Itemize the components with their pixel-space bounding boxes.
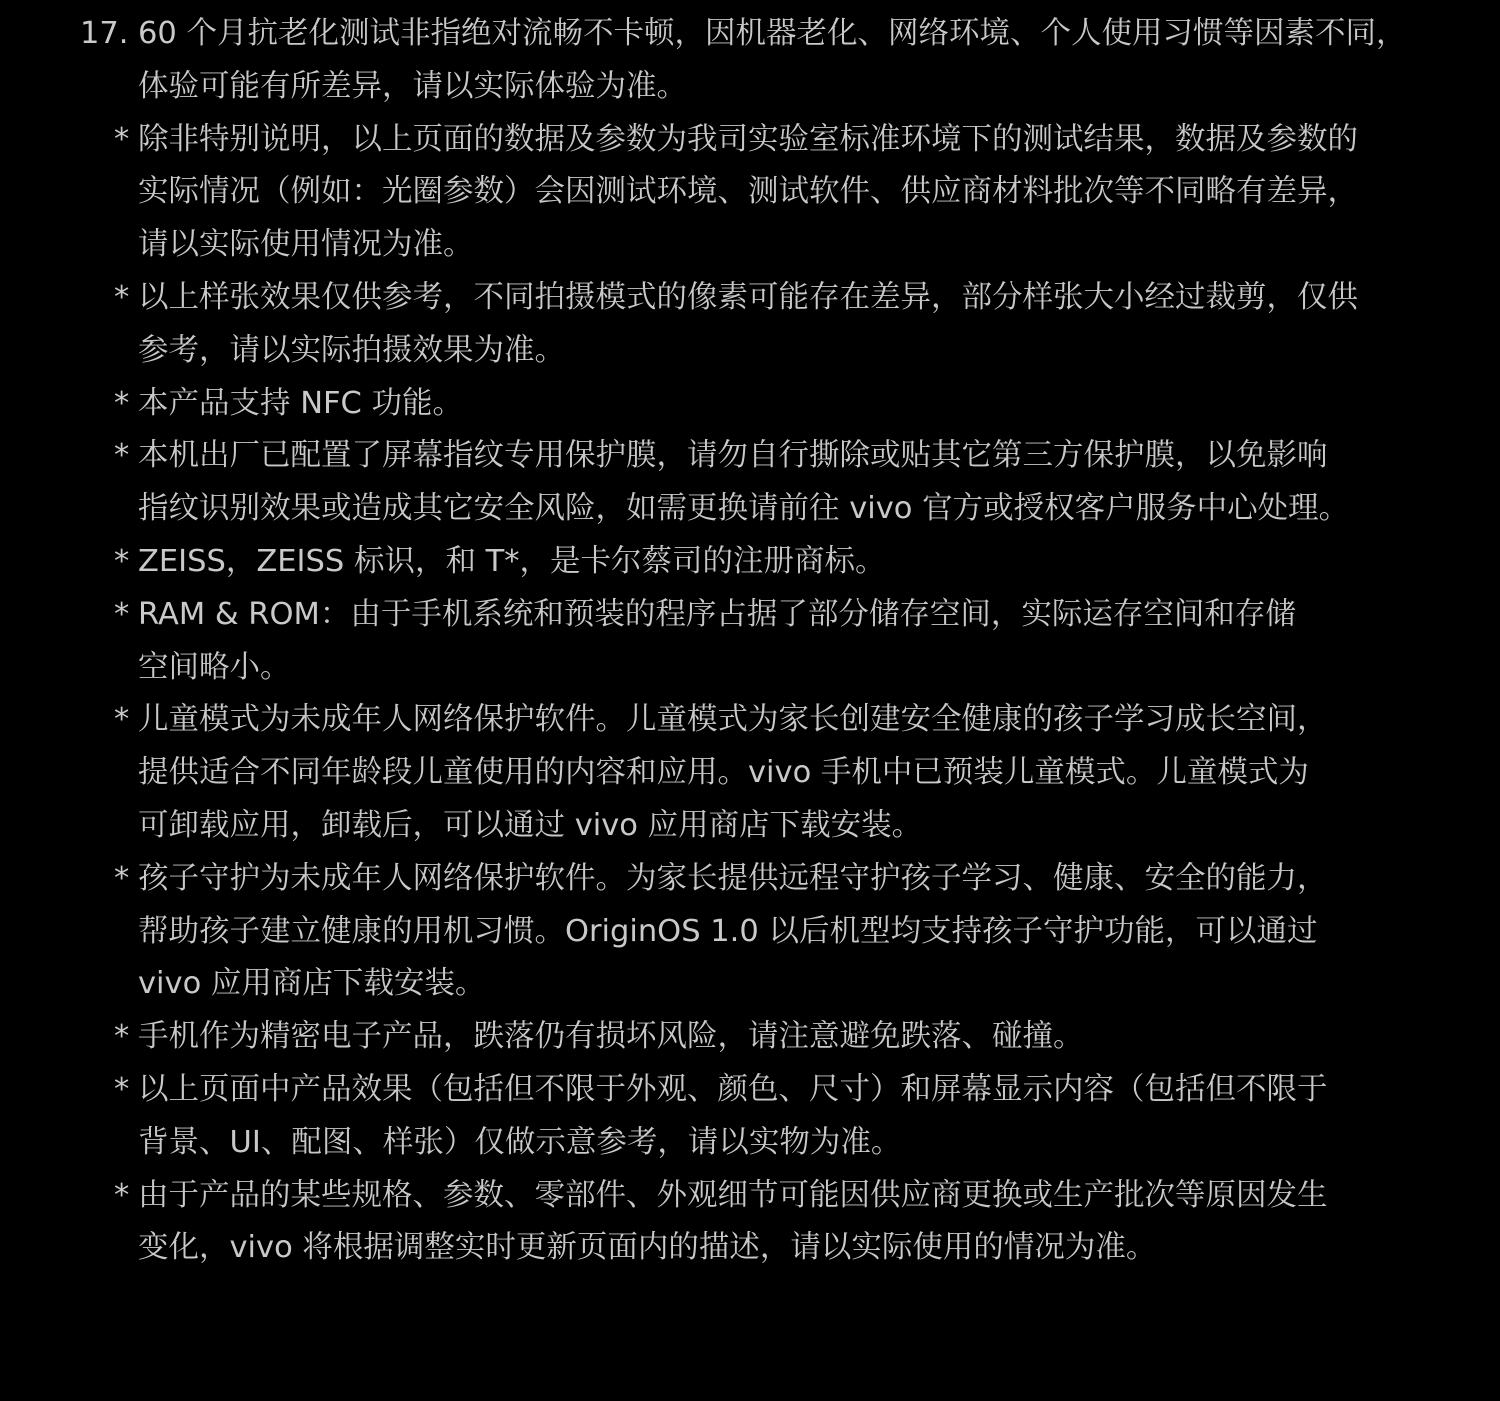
- note-line: 除非特别说明，以上页面的数据及参数为我司实验室标准环境下的测试结果，数据及参数的: [138, 121, 1358, 157]
- note-line: 以上页面中产品效果（包括但不限于外观、颜色、尺寸）和屏幕显示内容（包括但不限于: [138, 1071, 1328, 1107]
- note-line: ZEISS，ZEISS 标识，和 T*，是卡尔蔡司的注册商标。: [138, 543, 886, 579]
- bullet-note-sample-photos: [80, 272, 1420, 378]
- bullet-marker: *: [114, 1071, 130, 1107]
- note-line: RAM & ROM：由于手机系统和预装的程序占据了部分储存空间，实际运存空间和存储: [138, 596, 1296, 632]
- bullet-marker: *: [114, 1019, 130, 1055]
- bullet-note-nfc: [80, 378, 1420, 431]
- note-line: 变化，vivo 将根据调整实时更新页面内的描述，请以实际使用的情况为准。: [138, 1230, 1157, 1266]
- note-text: [138, 1170, 1420, 1276]
- bullet-marker: *: [114, 279, 130, 315]
- bullet-marker: *: [114, 860, 130, 896]
- note-line: 体验可能有所差异，请以实际体验为准。: [138, 68, 687, 104]
- note-text: [138, 114, 1420, 272]
- note-line: 本产品支持 NFC 功能。: [138, 385, 464, 421]
- note-number: 17.: [80, 16, 129, 51]
- note-line: 实际情况（例如：光圈参数）会因测试环境、测试软件、供应商材料批次等不同略有差异，: [138, 174, 1358, 210]
- bullet-note-kids-mode: [80, 694, 1420, 852]
- bullet-note-test-conditions: [80, 114, 1420, 272]
- note-text: [138, 1064, 1420, 1170]
- note-line: 由于产品的某些规格、参数、零部件、外观细节可能因供应商更换或生产批次等原因发生: [138, 1177, 1328, 1213]
- note-line: 空间略小。: [138, 649, 291, 685]
- note-line: 60 个月抗老化测试非指绝对流畅不卡顿，因机器老化、网络环境、个人使用习惯等因素不同，: [138, 16, 1407, 51]
- bullet-marker: *: [114, 121, 130, 157]
- note-text: [138, 536, 1420, 589]
- note-line: 请以实际使用情况为准。: [138, 227, 474, 263]
- bullet-note-ram-rom: [80, 589, 1420, 695]
- note-line: 提供适合不同年龄段儿童使用的内容和应用。vivo 手机中已预装儿童模式。儿童模式为: [138, 755, 1309, 791]
- note-line: vivo 应用商店下载安装。: [138, 966, 486, 1002]
- note-line: 儿童模式为未成年人网络保护软件。儿童模式为家长创建安全健康的孩子学习成长空间，: [138, 702, 1328, 738]
- bullet-marker: *: [114, 1177, 130, 1213]
- note-text: [138, 589, 1420, 695]
- note-text: [138, 8, 1420, 114]
- note-line: 可卸载应用，卸载后，可以通过 vivo 应用商店下载安装。: [138, 807, 923, 843]
- bullet-note-screen-protector: [80, 430, 1420, 536]
- bullet-note-child-guard: [80, 853, 1420, 1011]
- note-text: [138, 694, 1420, 852]
- numbered-note-17: [80, 8, 1420, 114]
- bullet-note-zeiss-trademark: [80, 536, 1420, 589]
- disclaimer-notes: [80, 8, 1420, 1275]
- bullet-marker: *: [114, 543, 130, 579]
- note-text: [138, 853, 1420, 1011]
- note-text: [138, 430, 1420, 536]
- bullet-note-drop-risk: [80, 1011, 1420, 1064]
- note-line: 指纹识别效果或造成其它安全风险，如需更换请前往 vivo 官方或授权客户服务中心处理。: [138, 491, 1350, 527]
- bullet-note-spec-changes: [80, 1170, 1420, 1276]
- bullet-marker: *: [114, 596, 130, 632]
- bullet-marker: *: [114, 702, 130, 738]
- bullet-marker: *: [114, 438, 130, 474]
- note-line: 背景、UI、配图、样张）仅做示意参考，请以实物为准。: [138, 1124, 902, 1160]
- note-text: [138, 1011, 1420, 1064]
- note-line: 孩子守护为未成年人网络保护软件。为家长提供远程守护孩子学习、健康、安全的能力，: [138, 860, 1328, 896]
- bullet-marker: *: [114, 385, 130, 421]
- note-line: 参考，请以实际拍摄效果为准。: [138, 332, 565, 368]
- note-text: [138, 378, 1420, 431]
- note-line: 手机作为精密电子产品，跌落仍有损坏风险，请注意避免跌落、碰撞。: [138, 1019, 1084, 1055]
- note-text: [138, 272, 1420, 378]
- bullet-note-product-images: [80, 1064, 1420, 1170]
- note-line: 以上样张效果仅供参考，不同拍摄模式的像素可能存在差异，部分样张大小经过裁剪，仅供: [138, 279, 1358, 315]
- note-line: 帮助孩子建立健康的用机习惯。OriginOS 1.0 以后机型均支持孩子守护功能，可以通过: [138, 913, 1318, 949]
- note-line: 本机出厂已配置了屏幕指纹专用保护膜，请勿自行撕除或贴其它第三方保护膜，以免影响: [138, 438, 1328, 474]
